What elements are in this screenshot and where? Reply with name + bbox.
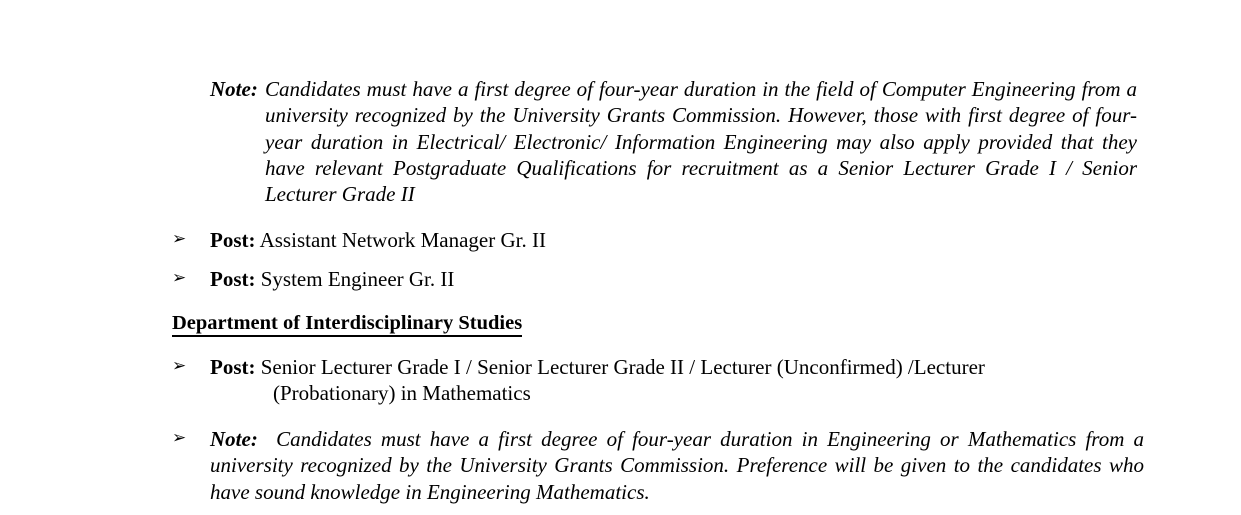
note-mathematics: [210, 426, 1144, 505]
post-system-engineer: [210, 266, 454, 292]
bullet-arrow-icon: ➢: [172, 428, 187, 448]
post-title: Assistant Network Manager Gr. II: [259, 228, 546, 252]
bullet-arrow-icon: ➢: [172, 356, 187, 376]
note-label: Note:: [210, 427, 258, 451]
note-label: Note:: [210, 77, 258, 101]
note-text: Candidates must have a first degree of four-year duration in Engineering or Mathematics from a university recognized by the University Grants Commission. Preference will be given to the candidates who have sound knowledge in Engineering Mathematics.: [210, 427, 1144, 504]
note-text: Candidates must have a first degree of four-year duration in the field of Computer Engineering from a university recognized by the University Grants Commission. However, those with first degree of four-year duration in Electrical/ Electronic/ Information Engineering may also apply provided that they have relevant Postgraduate Qualifications for recruitment as a Senior Lecturer Grade I / Senior Lecturer Grade II: [265, 77, 1137, 207]
post-label: Post:: [210, 267, 256, 291]
post-title-line2: (Probationary) in Mathematics: [273, 381, 531, 406]
bullet-arrow-icon: ➢: [172, 268, 187, 288]
post-title-line1: Senior Lecturer Grade I / Senior Lecturer Grade II / Lecturer (Unconfirmed) /Lecturer: [260, 355, 985, 379]
department-heading: Department of Interdisciplinary Studies: [172, 311, 522, 337]
bullet-arrow-icon: ➢: [172, 229, 187, 249]
post-title: System Engineer Gr. II: [260, 267, 455, 291]
note-computer-engineering: [210, 76, 1137, 207]
post-assistant-network-manager: [210, 227, 546, 253]
post-label: Post:: [210, 355, 256, 379]
post-senior-lecturer-mathematics: [210, 354, 1110, 407]
post-label: Post:: [210, 228, 256, 252]
